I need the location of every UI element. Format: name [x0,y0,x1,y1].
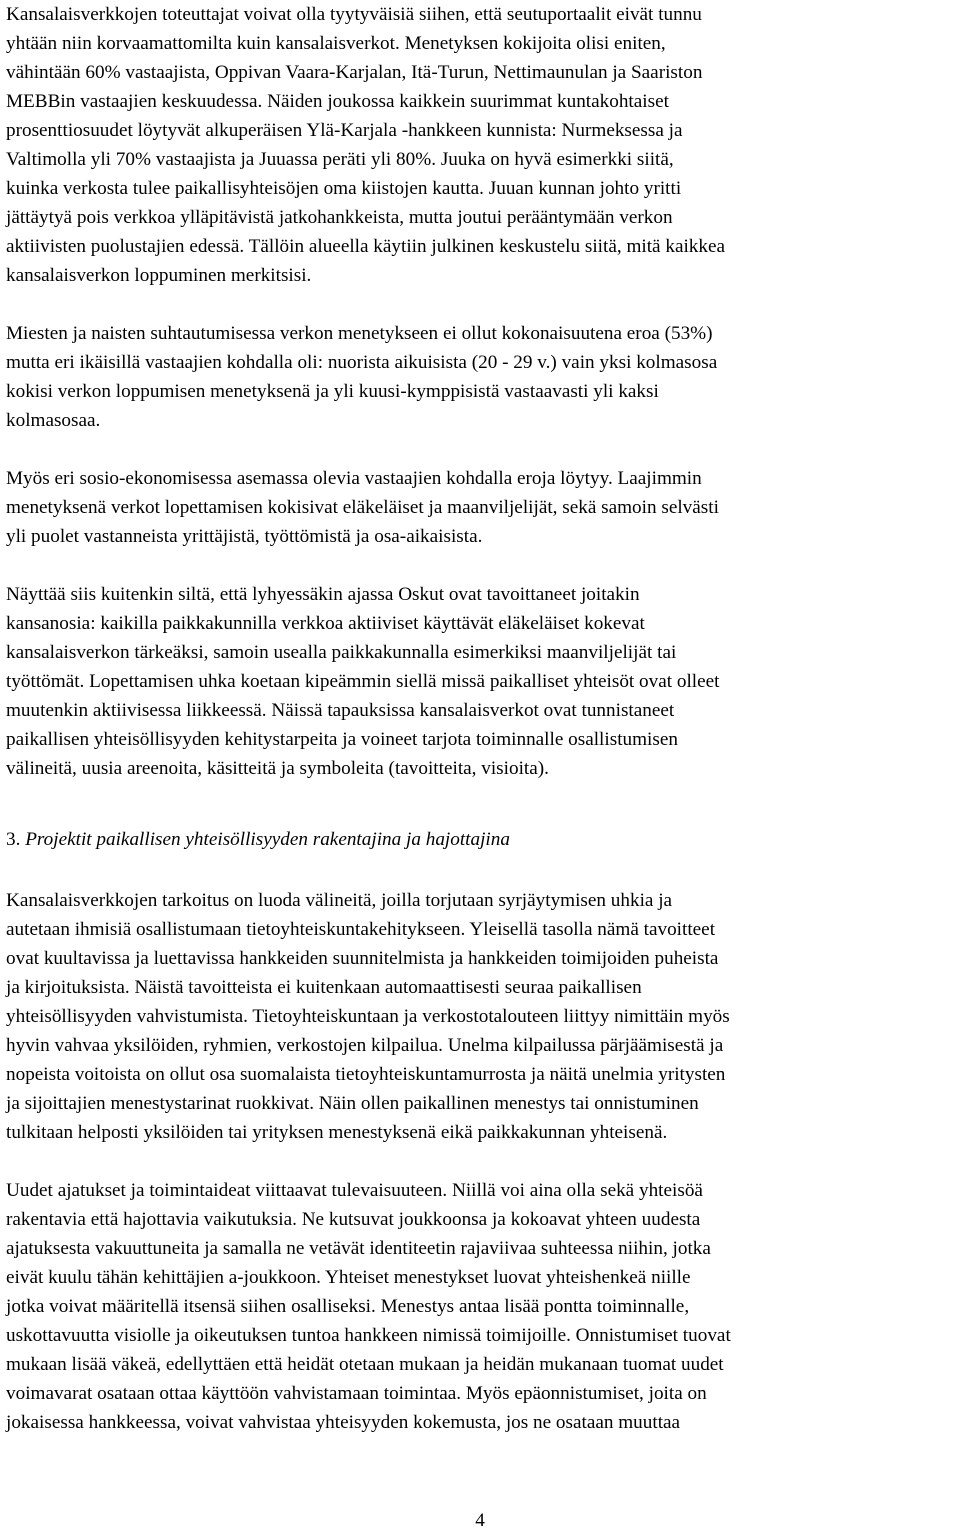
text-line: yli puolet vastanneista yrittäjistä, työttömistä ja osa-aikaisista. [6,526,483,547]
section-number: 3. [6,829,21,850]
paragraph-2 [6,319,956,435]
text-line: rakentavia että hajottavia vaikutuksia. Ne kutsuvat joukkoonsa ja kokoavat yhteen uudesta [6,1209,701,1230]
paragraph-spacer [6,551,956,580]
text-line: voimavarat osataan ottaa käyttöön vahvistamaan toimintaa. Myös epäonnistumiset, joita on [6,1383,707,1404]
section-paragraph-1 [6,886,956,1147]
text-line: Myös eri sosio-ekonomisessa asemassa olevia vastaajien kohdalla eroja löytyy. Laajimmin [6,468,702,489]
text-line: kolmasosaa. [6,410,101,431]
text-line: työttömät. Lopettamisen uhka koetaan kipeämmin siellä missä paikalliset yhteisöt ovat olleet [6,671,720,692]
paragraph-3 [6,464,956,551]
text-line: tulkitaan helposti yksilöiden tai yrityksen menestyksenä eikä paikkakunnan yhteisenä. [6,1122,668,1143]
text-line: välineitä, uusia areenoita, käsitteitä ja symboleita (tavoitteita, visioita). [6,758,549,779]
section-spacer [6,783,956,825]
text-line: menetyksenä verkot lopettamisen kokisivat eläkeläiset ja maanviljelijät, sekä samoin selvästi [6,497,719,518]
text-line: uskottavuutta visiolle ja oikeutuksen tuntoa hankkeen nimissä toimijoille. Onnistumiset tuovat [6,1325,731,1346]
text-line: paikallisen yhteisöllisyyden kehitystarpeita ja voineet tarjota toiminnalle osallistumisen [6,729,678,750]
section-paragraph-2 [6,1176,956,1437]
section-spacer [6,854,956,886]
text-line: ovat kuultavissa ja luettavissa hankkeiden suunnitelmista ja hankkeiden toimijoiden puheista [6,948,719,969]
document-page [6,0,956,1437]
text-line: ajatuksesta vakuuttuneita ja samalla ne vetävät identiteetin rajaviivaa suhteessa niihin, jotka [6,1238,711,1259]
text-line: mutta eri ikäisillä vastaajien kohdalla oli: nuorista aikuisista (20 - 29 v.) vain yksi kolmasosa [6,352,718,373]
text-line: kansalaisverkon loppuminen merkitsisi. [6,265,312,286]
text-line: Näyttää siis kuitenkin siltä, että lyhyessäkin ajassa Oskut ovat tavoittaneet joitakin [6,584,640,605]
text-line: ja sijoittajien menestystarinat ruokkivat. Näin ollen paikallinen menestys tai onnistuminen [6,1093,699,1114]
text-line: kokisi verkon loppumisen menetyksenä ja yli kuusi-kymppisistä vastaavasti yli kaksi [6,381,659,402]
paragraph-spacer [6,290,956,319]
text-line: autetaan ihmisiä osallistumaan tietoyhteiskuntakehitykseen. Yleisellä tasolla nämä tavoitteet [6,919,716,940]
section-heading [6,825,956,854]
paragraph-1 [6,0,956,290]
paragraph-spacer [6,1147,956,1176]
text-line: jokaisessa hankkeessa, voivat vahvistaa yhteisyyden kokemusta, jos ne osataan muuttaa [6,1412,681,1433]
text-line: kansalaisverkon tärkeäksi, samoin usealla paikkakunnalla esimerkiksi maanviljelijät tai [6,642,677,663]
text-line: MEBBin vastaajien keskuudessa. Näiden joukossa kaikkein suurimmat kuntakohtaiset [6,91,669,112]
text-line: kansanosia: kaikilla paikkakunnilla verkkoa aktiiviset käyttävät eläkeläiset kokevat [6,613,645,634]
page-number: 4 [475,1510,485,1531]
text-line: eivät kuulu tähän kehittäjien a-joukkoon. Yhteiset menestykset luovat yhteishenkeä niille [6,1267,691,1288]
text-line: vähintään 60% vastaajista, Oppivan Vaara-Karjalan, Itä-Turun, Nettimaunulan ja Saariston [6,62,703,83]
text-line: ja kirjoituksista. Näistä tavoitteista ei kuitenkaan automaattisesti seuraa paikallisen [6,977,642,998]
text-line: yhtään niin korvaamattomilta kuin kansalaisverkot. Menetyksen kokijoita olisi eniten, [6,33,666,54]
section-title: Projektit paikallisen yhteisöllisyyden rakentajina ja hajottajina [25,829,510,850]
text-line: Kansalaisverkkojen tarkoitus on luoda välineitä, joilla torjutaan syrjäytymisen uhkia ja [6,890,673,911]
text-line: Uudet ajatukset ja toimintaideat viittaavat tulevaisuuteen. Niillä voi aina olla sekä yhteisöä [6,1180,703,1201]
text-line: muutenkin aktiivisessa liikkeessä. Näissä tapauksissa kansalaisverkot ovat tunnistaneet [6,700,675,721]
text-line: Kansalaisverkkojen toteuttajat voivat olla tyytyväisiä siihen, että seutuportaalit eivät tunnu [6,4,702,25]
text-line: jotka voivat määritellä itsensä siihen osalliseksi. Menestys antaa lisää pontta toiminnalle, [6,1296,690,1317]
paragraph-4 [6,580,956,783]
text-line: mukaan lisää väkeä, edellyttäen että heidät otetaan mukaan ja heidän mukanaan tuomat uudet [6,1354,724,1375]
text-line: aktiivisten puolustajien edessä. Tällöin alueella käytiin julkinen keskustelu siitä, mitä kaikkea [6,236,726,257]
text-line: jättäytyä pois verkkoa ylläpitävistä jatkohankkeista, mutta joutui perääntymään verkon [6,207,673,228]
text-line: Valtimolla yli 70% vastaajista ja Juuassa peräti yli 80%. Juuka on hyvä esimerkki siitä, [6,149,674,170]
text-line: Miesten ja naisten suhtautumisessa verkon menetykseen ei ollut kokonaisuutena eroa (53%) [6,323,713,344]
text-line: prosenttiosuudet löytyvät alkuperäisen Ylä-Karjala -hankkeen kunnista: Nurmeksessa ja [6,120,683,141]
paragraph-spacer [6,435,956,464]
text-line: hyvin vahvaa yksilöiden, ryhmien, verkostojen kilpailua. Unelma kilpailussa pärjäämisestä ja [6,1035,724,1056]
text-line: yhteisöllisyyden vahvistumista. Tietoyhteiskuntaan ja verkostotalouteen liittyy nimittäin myös [6,1006,730,1027]
text-line: kuinka verkosta tulee paikallisyhteisöjen oma kiistojen kautta. Juuan kunnan johto yritti [6,178,682,199]
text-line: nopeista voitoista on ollut osa suomalaista tietoyhteiskuntamurrosta ja näitä unelmia yritysten [6,1064,726,1085]
